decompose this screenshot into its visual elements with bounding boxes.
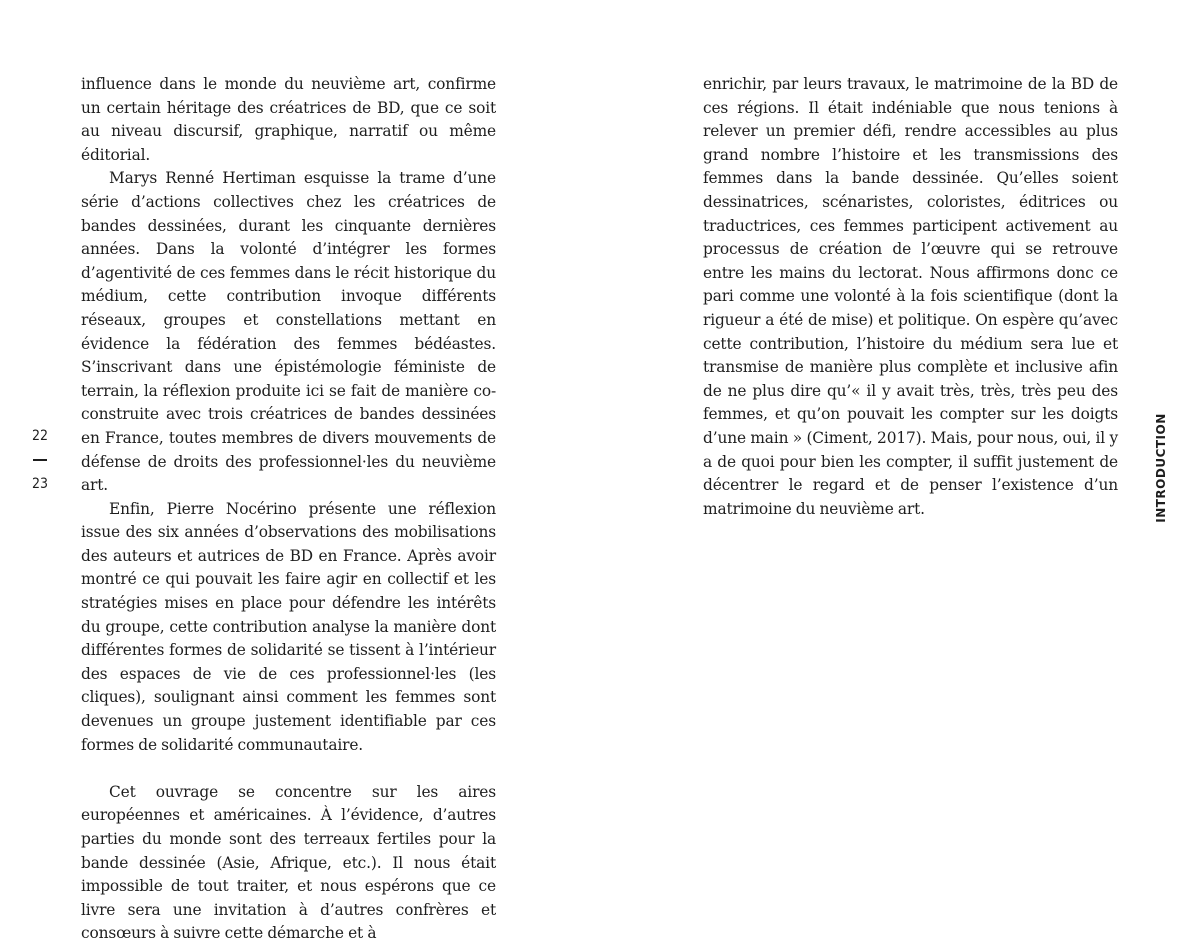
- body-paragraph: Cet ouvrage se concentre sur les aires européennes et américaines. À l’évidence, d’autres parties du monde sont des terreaux fertiles pour la bande dessinée (Asie, Afrique, etc.). Il nous était impossible de tout traiter, et nous espérons que ce livre sera une invitation à d’autres confrères et consœurs à suivre cette démarche et à: [81, 782, 496, 943]
- body-paragraph: influence dans le monde du neuvième art, confirme un certain héritage des créatrices de BD, que ce soit au niveau discursif, graphique, narratif ou même éditorial.: [81, 75, 496, 164]
- left-text-column: [81, 73, 496, 946]
- page-number-left: 22: [31, 428, 49, 444]
- body-paragraph: enrichir, par leurs travaux, le matrimoine de la BD de ces régions. Il était indéniable que nous tenions à relever un premier défi, rendre accessibles au plus grand nombre l’histoire et les transmissions des femmes dans la bande dessinée. Qu’elles soient dessinatrices, scénaristes, coloristes, éditrices ou traductrices, ces femmes participent activement au processus de création de l’œuvre qui se retrouve entre les mains du lectorat. Nous affirmons donc ce pari comme une volonté à la fois scientifique (dont la rigueur a été de mise) et politique. On espère qu’avec cette contribution, l’histoire du médium sera lue et transmise de manière plus complète et inclusive afin de ne plus dire qu’« il y avait très, très, très peu des femmes, et qu’on pouvait les compter sur les doigts d’une main » (Ciment, 2017). Mais, pour nous, oui, il y a de quoi pour bien les compter, il suffit justement de décentrer le regard et de penser l’existence d’un matrimoine du neuvième art.: [703, 75, 1118, 518]
- folio-divider: [33, 459, 47, 461]
- right-text-column: [703, 73, 1118, 521]
- body-paragraph: Marys Renné Hertiman esquisse la trame d’une série d’actions collectives chez les créatrices de bandes dessinées, durant les cinquante dernières années. Dans la volonté d’intégrer les formes d’agentivité de ces femmes dans le récit historique du médium, cette contribution invoque différents réseaux, groupes et constellations mettant en évidence la fédération des femmes bédéastes. S’inscrivant dans une épistémologie féministe de terrain, la réflexion produite ici se fait de manière co-construite avec trois créatrices de bandes dessinées en France, toutes membres de divers mouvements de défense de droits des professionnel·les du neuvième art.: [81, 169, 496, 495]
- running-head: INTRODUCTION: [1154, 413, 1168, 523]
- right-page: [599, 0, 1198, 949]
- page-number-right: 23: [31, 476, 49, 492]
- body-paragraph: Enfin, Pierre Nocérino présente une réflexion issue des six années d’observations des mobilisations des auteurs et autrices de BD en France. Après avoir montré ce qui pouvait les faire agir en collectif et les stratégies mises en place pour défendre les intérêts du groupe, cette contribution analyse la manière dont différentes formes de solidarité se tissent à l’intérieur des espaces de vie de ces professionnel·les (les cliques), soulignant ainsi comment les femmes sont devenues un groupe justement identifiable par ces formes de solidarité communautaire.: [81, 499, 496, 754]
